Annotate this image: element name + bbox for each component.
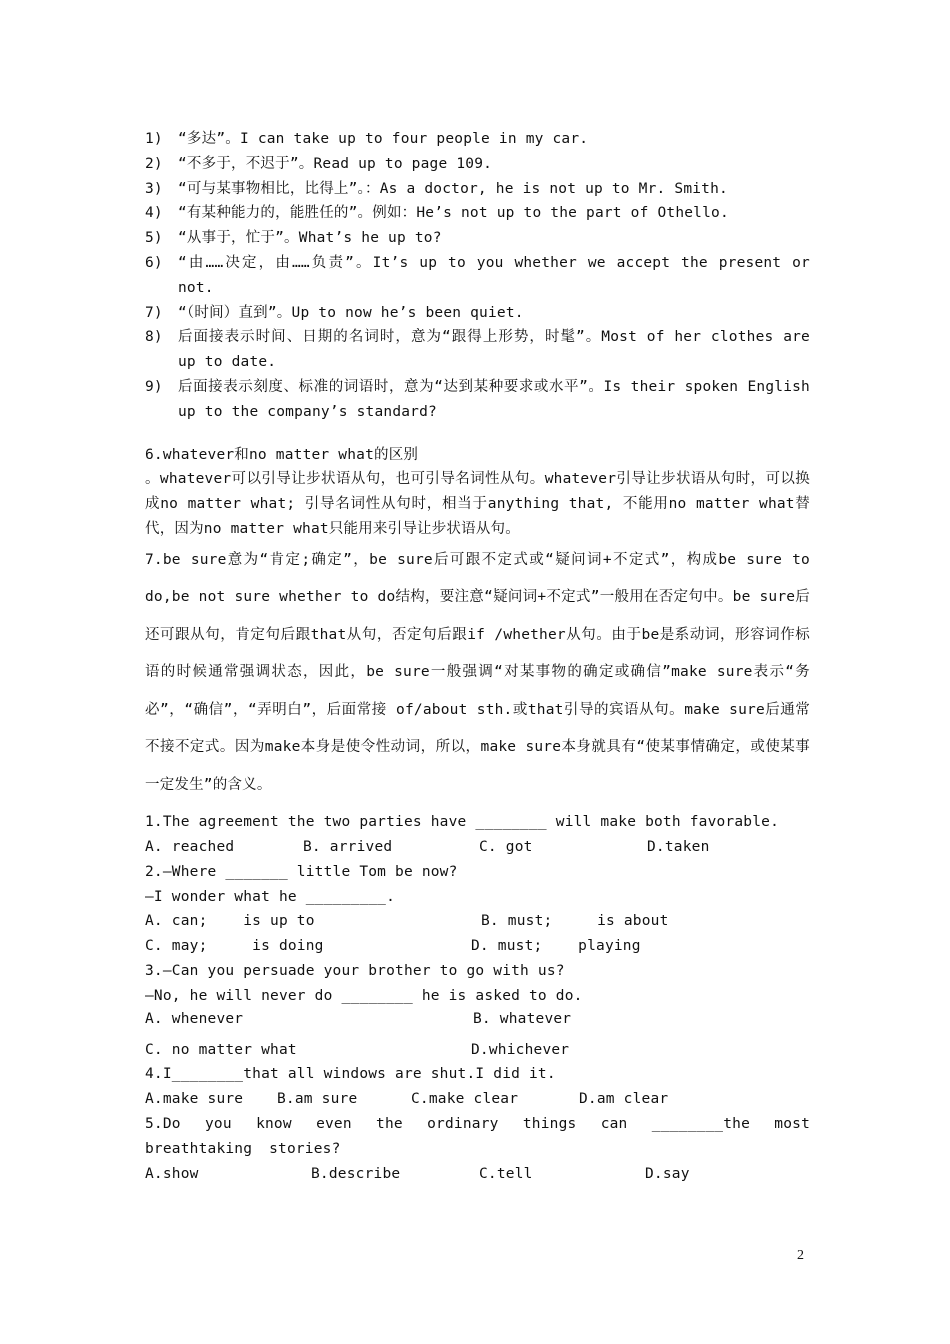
question-stem: 3.—Can you persuade your brother to go with us? bbox=[145, 963, 565, 980]
question-stem: 5.Do you know even the ordinary things can ________the most breathtaking stories? bbox=[145, 1116, 810, 1157]
option-c: C. no matter what bbox=[145, 1041, 297, 1058]
item-number: 2) bbox=[145, 155, 163, 172]
option-a: A. reached bbox=[145, 839, 235, 856]
option-c: C.tell bbox=[479, 1165, 533, 1182]
item-text: “可与某事物相比，比得上”。：As a doctor, he is not up to Mr. Smith. bbox=[178, 180, 728, 197]
item-text: 后面接表示刻度、标准的词语时，意为“达到某种要求或水平”。Is their spoken English up to the company’s standard? bbox=[178, 378, 810, 420]
list-item bbox=[145, 301, 810, 326]
item-text: “由……决定，由……负责”。It’s up to you whether we accept the present or not. bbox=[178, 254, 810, 296]
usage-list bbox=[145, 127, 810, 425]
list-item bbox=[145, 127, 810, 152]
option-a: A. can; is up to bbox=[145, 913, 315, 930]
option-d: D.whichever bbox=[471, 1041, 570, 1058]
list-item bbox=[145, 152, 810, 177]
question bbox=[145, 1062, 810, 1112]
spacer bbox=[145, 425, 810, 443]
option-b: B. arrived bbox=[303, 839, 393, 856]
section-body: 。whatever可以引导让步状语从句，也可引导名词性从句。whatever引导让步状语从句时，可以换成no matter what; 引导名词性从句时，相当于anything that, 不能用no matter what替代，因为no matter what只能用来引导让步状语从句。 bbox=[145, 471, 810, 537]
option-d: D. must; playing bbox=[471, 938, 641, 955]
item-number: 5) bbox=[145, 230, 163, 247]
option-row bbox=[145, 1038, 810, 1063]
item-number: 3) bbox=[145, 180, 163, 197]
question-stem: 2.—Where _______ little Tom be now? bbox=[145, 863, 458, 880]
option-d: D.taken bbox=[647, 839, 710, 856]
option-d: D.say bbox=[645, 1165, 690, 1182]
option-b: B. must; is about bbox=[481, 913, 669, 930]
item-number: 6) bbox=[145, 254, 163, 271]
item-text: 后面接表示时间、日期的名词时，意为“跟得上形势，时髦”。Most of her clothes are up to date. bbox=[178, 329, 810, 371]
list-item bbox=[145, 201, 810, 226]
section-body: 7.be sure意为“肯定;确定”，be sure后可跟不定式或“疑问词+不定式”，构成be sure to do,be not sure whether to do结构，要注意“疑问词+不定式”一般用在否定句中。be sure后还可跟从句，肯定句后跟that从句，否定句后跟if /whether从句。由于be是系动词，形容词作标语的时候通常强调状态，因此，be sure一般强调“对某事物的确定或确信”make sure表示“务必”，“确信”，“弄明白”，后面常接 of/about sth.或that引导的宾语从句。make sure后通常不接不定式。因为make本身是使令性动词，所以，make sure本身就具有“使某事情确定，或使某事一定发生”的含义。 bbox=[145, 551, 810, 793]
option-row bbox=[145, 909, 810, 934]
section-heading: 6.whatever和no matter what的区别 bbox=[145, 446, 419, 463]
question bbox=[145, 810, 810, 860]
question bbox=[145, 1112, 810, 1186]
option-c: C. got bbox=[479, 839, 533, 856]
question-stem: —No, he will never do ________ he is asked to do. bbox=[145, 987, 583, 1004]
option-d: D.am clear bbox=[579, 1091, 669, 1108]
option-b: B.am sure bbox=[277, 1091, 358, 1108]
item-number: 9) bbox=[145, 378, 163, 395]
option-a: A. whenever bbox=[145, 1010, 244, 1027]
option-c: C.make clear bbox=[411, 1091, 519, 1108]
option-b: B. whatever bbox=[473, 1010, 572, 1027]
item-number: 8) bbox=[145, 329, 163, 346]
list-item bbox=[145, 375, 810, 425]
option-a: A.make sure bbox=[145, 1091, 244, 1108]
option-row bbox=[145, 1087, 810, 1112]
question-stem: 4.I________that all windows are shut.I did it. bbox=[145, 1066, 556, 1083]
question bbox=[145, 959, 810, 1062]
question-stem: 1.The agreement the two parties have ________ will make both favorable. bbox=[145, 814, 780, 831]
list-item bbox=[145, 226, 810, 251]
list-item bbox=[145, 325, 810, 375]
item-text: “从事于，忙于”。What’s he up to? bbox=[178, 230, 442, 247]
item-text: “（时间）直到”。Up to now he’s been quiet. bbox=[178, 304, 524, 321]
question-stem: —I wonder what he _________. bbox=[145, 888, 396, 905]
list-item bbox=[145, 177, 810, 202]
item-number: 1) bbox=[145, 131, 163, 147]
option-row bbox=[145, 1009, 810, 1030]
option-row bbox=[145, 1162, 810, 1187]
question bbox=[145, 860, 810, 959]
option-b: B.describe bbox=[311, 1165, 401, 1182]
item-text: “有某种能力的，能胜任的”。例如：He’s not up to the part of Othello. bbox=[178, 205, 729, 222]
page-content bbox=[145, 127, 810, 1186]
item-number: 4) bbox=[145, 205, 163, 222]
item-number: 7) bbox=[145, 304, 163, 321]
option-row bbox=[145, 934, 810, 959]
item-text: “多达”。I can take up to four people in my car. bbox=[178, 131, 589, 147]
page-number: 2 bbox=[797, 1248, 805, 1263]
option-c: C. may; is doing bbox=[145, 938, 324, 955]
item-text: “不多于，不迟于”。Read up to page 109. bbox=[178, 155, 493, 172]
option-row bbox=[145, 835, 810, 860]
option-a: A.show bbox=[145, 1165, 199, 1182]
list-item bbox=[145, 251, 810, 301]
